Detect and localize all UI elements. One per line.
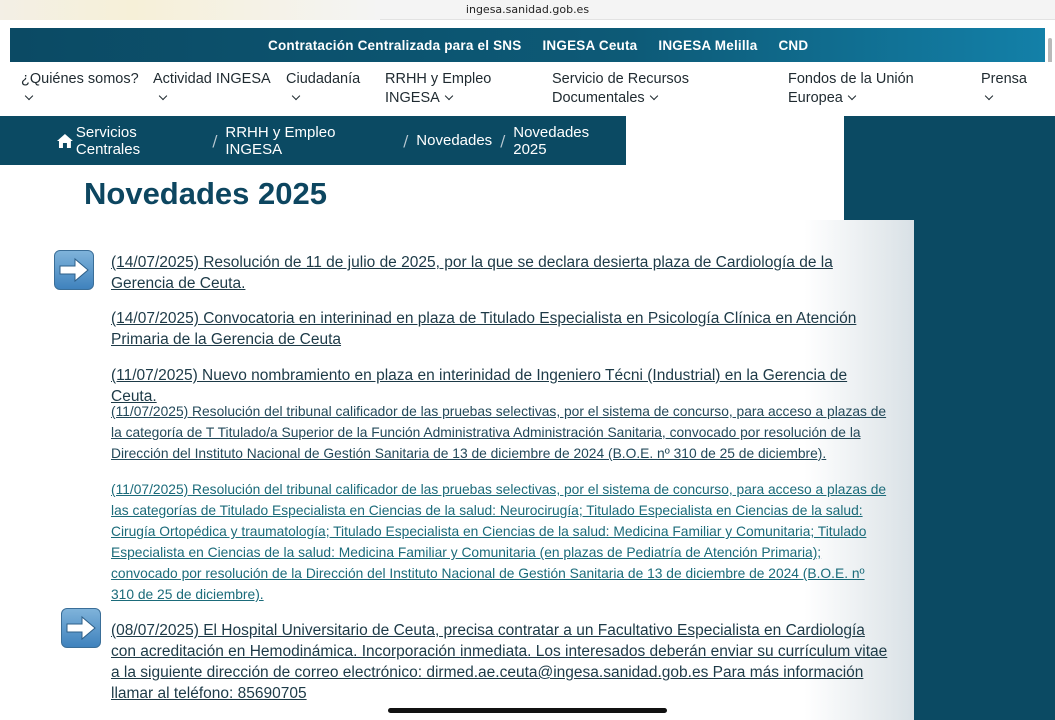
toplink-ingesa-melilla[interactable]: INGESA Melilla bbox=[658, 37, 758, 53]
nav-item-rrhh-empleo[interactable] bbox=[385, 70, 491, 108]
nav-item-label: Ciudadanía bbox=[286, 71, 361, 87]
chevron-down-icon bbox=[292, 92, 300, 100]
chevron-down-icon bbox=[25, 92, 33, 100]
nav-item-label-line2: Europea bbox=[788, 90, 843, 106]
chevron-down-icon bbox=[445, 92, 453, 100]
nav-item-fondos-ue[interactable] bbox=[788, 70, 914, 108]
browser-url[interactable]: ingesa.sanidad.gob.es bbox=[465, 3, 590, 16]
toplink-contratacion[interactable]: Contratación Centralizada para el SNS bbox=[268, 37, 522, 53]
toplink-cnd[interactable]: CND bbox=[778, 37, 809, 53]
nav-item-prensa[interactable] bbox=[981, 70, 1027, 108]
breadcrumb-novedades-2025: Novedades 2025 bbox=[513, 123, 590, 158]
nav-item-label: Actividad INGESA bbox=[153, 71, 271, 87]
breadcrumb-separator: / bbox=[403, 131, 409, 150]
breadcrumb-separator: / bbox=[212, 131, 218, 150]
breadcrumb bbox=[0, 116, 626, 165]
chevron-down-icon bbox=[159, 92, 167, 100]
right-arrow-icon bbox=[54, 250, 94, 290]
breadcrumb-novedades[interactable]: Novedades bbox=[416, 132, 493, 149]
nav-item-quienes-somos[interactable] bbox=[21, 70, 139, 108]
nav-item-servicio-recursos[interactable] bbox=[552, 70, 689, 108]
home-indicator[interactable] bbox=[388, 708, 667, 713]
news-item[interactable]: (11/07/2025) Nuevo nombramiento en plaza en interinidad de Ingeniero Técni (Industrial) en la Gerencia de Ceuta. bbox=[111, 367, 848, 405]
news-item[interactable]: (08/07/2025) El Hospital Universitario de Ceuta, precisa contratar a un Facultativo Especialista en Cardiología con acreditación en Hemodinámica. Incorporación inmediata. Los interesados deberán enviar su currículum vitae a la siguiente dirección de correo electrónico: dirmed.ae.ceuta@ingesa.sanidad.gob.es Para más información llamar al teléfono: 85690705 bbox=[111, 622, 888, 702]
top-links-band bbox=[10, 28, 1045, 62]
news-item[interactable]: (14/07/2025) Convocatoria en interininad en plaza de Titulado Especialista en Psicología Clínica en Atención Primaria de la Gerencia de Ceuta bbox=[111, 310, 857, 348]
nav-item-label-line2: INGESA bbox=[385, 90, 440, 106]
breadcrumb-rrhh-empleo[interactable]: RRHH y Empleo INGESA bbox=[225, 123, 336, 158]
nav-item-label: RRHH y Empleo bbox=[385, 71, 492, 87]
nav-item-label: Servicio de Recursos bbox=[552, 71, 689, 87]
right-arrow-icon bbox=[61, 608, 101, 648]
nav-item-label-line2: Documentales bbox=[552, 90, 645, 106]
home-icon[interactable] bbox=[56, 133, 74, 149]
nav-item-ciudadania[interactable] bbox=[286, 70, 360, 108]
breadcrumb-servicios-centrales[interactable]: Servicios Centrales bbox=[75, 123, 141, 158]
news-item[interactable]: (11/07/2025) Resolución del tribunal calificador de las pruebas selectivas, por el sistema de concurso, para acceso a plazas de la categoría de T Titulado/a Superior de la Función Administrativa Administración Sanitaria, convocado por resolución de la Dirección del Instituto Nacional de Gestión Sanitaria de 13 de diciembre de 2024 (B.O.E. nº 310 de 25 de diciembre). bbox=[111, 404, 887, 461]
toplink-ingesa-ceuta[interactable]: INGESA Ceuta bbox=[542, 37, 638, 53]
page-title: Novedades 2025 bbox=[84, 176, 327, 211]
news-item[interactable]: (11/07/2025) Resolución del tribunal calificador de las pruebas selectivas, por el sistema de concurso, para acceso a plazas de las categorías de Titulado Especialista en Ciencias de la salud: Neurocirugía; Titulado Especialista en Ciencias de la salud: Cirugía Ortopédica y traumatología; Titulado Especialista en Ciencias de la salud: Medicina Familiar y Comunitaria; Titulado Especialista en Ciencias de la salud: Medicina Familiar y Comunitaria (en plazas de Pediatría de Atención Primaria); convocado por resolución de la Dirección del Instituto Nacional de Gestión Sanitaria de 13 de diciembre de 2024 (B.O.E. nº 310 de 25 de diciembre). bbox=[111, 482, 887, 602]
chevron-down-icon bbox=[985, 92, 993, 100]
chevron-down-icon bbox=[649, 92, 657, 100]
nav-item-label: Fondos de la Unión bbox=[788, 71, 914, 87]
browser-address-bar[interactable] bbox=[0, 0, 1055, 20]
nav-item-label: ¿Quiénes somos? bbox=[21, 71, 139, 87]
news-item[interactable]: (14/07/2025) Resolución de 11 de julio de 2025, por la que se declara desierta plaza de Cardiología de la Gerencia de Ceuta. bbox=[111, 254, 833, 292]
nav-item-label: Prensa bbox=[981, 71, 1027, 87]
nav-item-actividad[interactable] bbox=[153, 70, 271, 108]
breadcrumb-separator: / bbox=[500, 131, 506, 150]
main-navigation bbox=[0, 62, 1055, 116]
chevron-down-icon bbox=[848, 92, 856, 100]
